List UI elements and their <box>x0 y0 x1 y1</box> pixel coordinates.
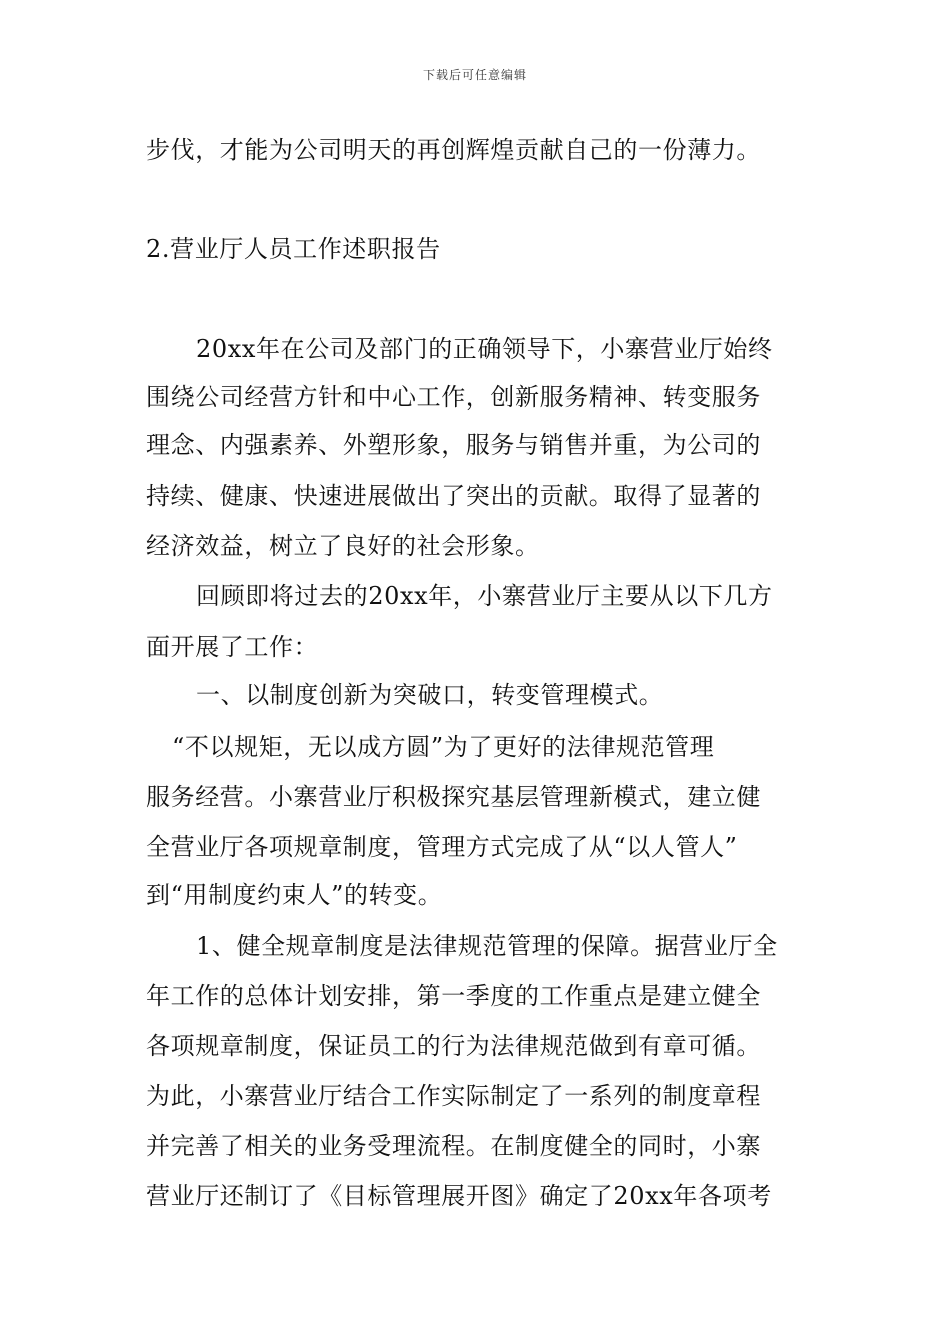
text-line: 到“用制度约束人”的转变。 <box>146 881 443 909</box>
text-line: 步伐，才能为公司明天的再创辉煌贡献自己的一份薄力。 <box>146 136 761 164</box>
header-note: 下载后可任意编辑 <box>422 68 527 82</box>
text-line: 经济效益，树立了良好的社会形象。 <box>146 532 540 560</box>
text-line: 全营业厅各项规章制度，管理方式完成了从“以人管人” <box>146 833 738 861</box>
subsection-heading: 一、以制度创新为突破口，转变管理模式。 <box>196 681 664 709</box>
text-line: 服务经营。小寨营业厅积极探究基层管理新模式，建立健 <box>146 783 761 811</box>
text-line: 持续、健康、快速进展做出了突出的贡献。取得了显著的 <box>146 482 761 510</box>
text-line: 为此，小寨营业厅结合工作实际制定了一系列的制度章程 <box>146 1082 761 1110</box>
paragraph-first-line: 1、健全规章制度是法律规范管理的保障。据营业厅全 <box>196 932 778 960</box>
section-heading: 2.营业厅人员工作述职报告 <box>146 235 441 263</box>
text-line: 面开展了工作： <box>146 633 319 661</box>
text-line: 理念、内强素养、外塑形象，服务与销售并重，为公司的 <box>146 431 761 459</box>
paragraph-first-line: 回顾即将过去的20xx年，小寨营业厅主要从以下几方 <box>196 582 773 610</box>
text-line: 营业厅还制订了《目标管理展开图》确定了20xx年各项考 <box>146 1182 772 1210</box>
text-line: 围绕公司经营方针和中心工作，创新服务精神、转变服务 <box>146 383 761 411</box>
text-line: 各项规章制度，保证员工的行为法律规范做到有章可循。 <box>146 1032 761 1060</box>
paragraph-first-line: 20xx年在公司及部门的正确领导下，小寨营业厅始终 <box>196 335 773 363</box>
text-line: 并完善了相关的业务受理流程。在制度健全的同时，小寨 <box>146 1132 761 1160</box>
paragraph-first-line: “不以规矩，无以成方圆”为了更好的法律规范管理 <box>172 733 715 761</box>
text-line: 年工作的总体计划安排，第一季度的工作重点是建立健全 <box>146 982 761 1010</box>
